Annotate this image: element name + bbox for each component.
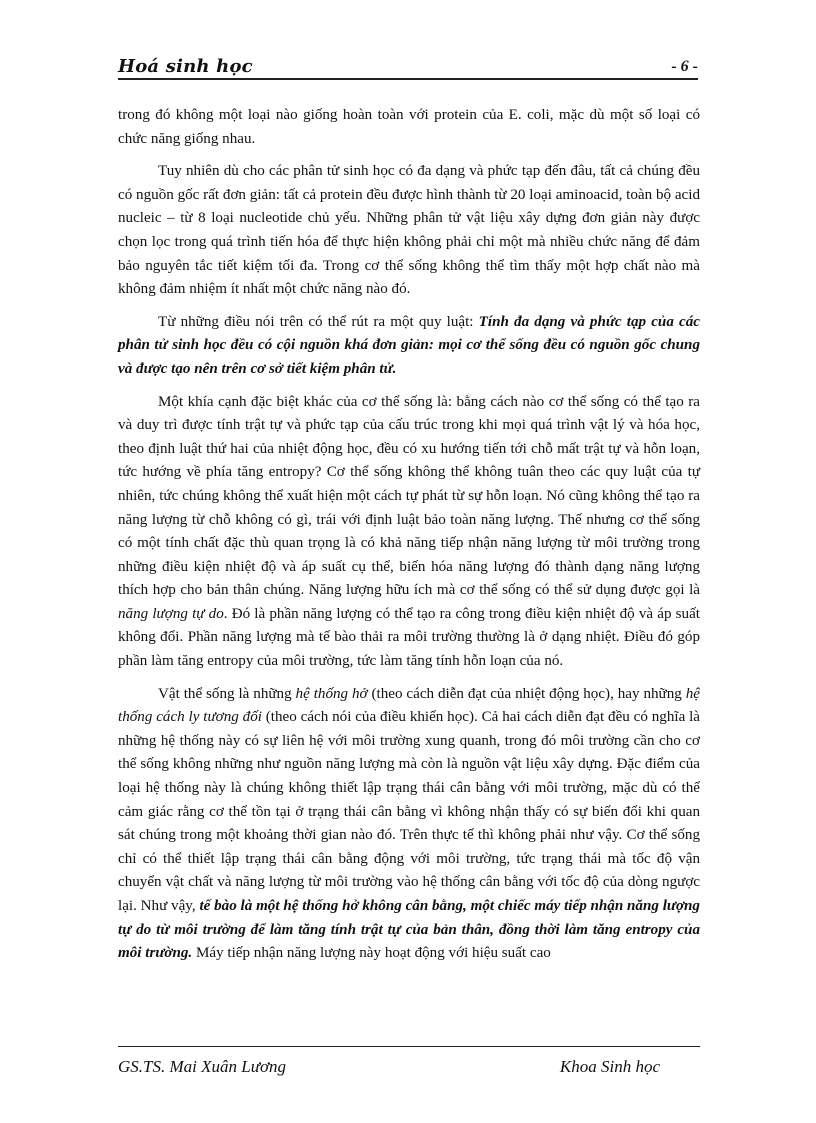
paragraph-5-text-2: (theo cách diễn đạt của nhiệt động học), hay những <box>367 685 686 702</box>
paragraph-5 <box>118 683 700 966</box>
page-number: - 6 - <box>671 58 698 75</box>
open-system-term: hệ thống hở <box>295 685 368 702</box>
paragraph-5-tail: Máy tiếp nhận năng lượng này hoạt động với hiệu suất cao <box>192 945 551 962</box>
isolated-system-term: hệ thống cách ly tương đối <box>118 685 700 726</box>
header-title: Hoá sinh học <box>118 56 253 77</box>
paragraph-4 <box>118 391 700 674</box>
paragraph-1-text: trong đó không một loại nào giống hoàn toàn với protein của E. coli, mặc dù một số loại có chức năng giống nhau. <box>118 107 700 147</box>
paragraph-2 <box>118 160 700 302</box>
footer-author: GS.TS. Mai Xuân Lương <box>118 1057 287 1076</box>
paragraph-3 <box>118 311 700 382</box>
rule-statement: Tính đa dạng và phức tạp của các phân tử sinh học đều có cội nguồn khá đơn giản: mọi cơ thể sống đều có nguồn gốc chung và được tạo nên trên cơ sở tiết kiệm phân tử. <box>118 313 700 377</box>
paragraph-1 <box>118 104 700 151</box>
paragraph-4-text: Một khía cạnh đặc biệt khác của cơ thể sống là: bằng cách nào cơ thể sống có thể tạo ra và duy trì được tính trật tự và phức tạp của cấu trúc trong khi mọi quá trình vật lý và hóa học, theo định luật thứ hai của nhiệt động học, đều có xu hướng tiến tới chỗ mất trật tự và hỗn loạn, tức hướng về phía tăng entropy? Cơ thể sống không thể không tuân theo các quy luật của tự nhiên, tức chúng không thể xuất hiện một cách tự phát từ sự hỗn loạn. Nó cũng không thể tạo ra năng lượng từ chỗ không có gì, trái với định luật bảo toàn năng lượng. Thế nhưng cơ thể sống có một tính chất đặc thù quan trọng là có khả năng tiếp nhận năng lượng từ môi trường trong những điều kiện nhiệt độ và áp suất cụ thể, biến hóa năng lượng đó thành dạng năng lượng thích hợp cho bản thân chúng. Năng lượng hữu ích mà cơ thể sống có thể sử dụng được gọi là <box>118 393 700 599</box>
paragraph-5-text: Vật thể sống là những <box>158 685 296 702</box>
paragraph-5-text-3: (theo cách nói của điều khiển học). Cả hai cách diễn đạt đều có nghĩa là những hệ thống này có sự liên hệ với môi trường xung quanh, trong đó môi trường cần cho cơ thể sống không những như nguồn năng lượng mà còn là nguồn vật liệu xây dựng. Đặc điểm của loại hệ thống này là chúng không thiết lập trạng thái cân bằng với môi trường, mặc dù có thể cảm giác rằng cơ thể tồn tại ở trạng thái cân bằng vì không nhận thấy có sự biến đổi khi quan sát chúng trong một khoảng thời gian nào đó. Trên thực tế thì không phải như vậy. Cơ thể sống chỉ có thể thiết lập trạng thái cân bằng động với môi trường, tức trạng thái mà tốc độ vận chuyển vật chất và năng lượng từ môi trường vào hệ thống cân bằng với tốc độ của dòng ngược lại. Như vậy, <box>118 709 700 914</box>
page-header <box>118 56 698 80</box>
paragraph-2-text: Tuy nhiên dù cho các phân tử sinh học có đa dạng và phức tạp đến đâu, tất cả chúng đều có nguồn gốc rất đơn giản: tất cả protein đều được hình thành từ 20 loại aminoacid, toàn bộ acid nucleic – từ 8 loại nucleotide chủ yếu. Những phân tử vật liệu xây dựng đơn giản này được chọn lọc trong quá trình tiến hóa để thực hiện không phải chỉ một mà nhiều chức năng để đảm bảo nguyên tắc tiết kiệm tối đa. Trong cơ thể sống không thể tìm thấy một hợp chất nào mà không đảm nhiệm ít nhất một chức năng nào đó. <box>118 163 700 298</box>
cell-definition: tế bào là một hệ thống hở không cân bằng, một chiếc máy tiếp nhận năng lượng tự do từ môi trường để làm tăng tính trật tự của bản thân, đồng thời làm tăng entropy của môi trường. <box>118 898 700 962</box>
document-body <box>118 104 700 975</box>
free-energy-term: năng lượng tự do <box>118 605 224 622</box>
page-footer <box>118 1046 700 1087</box>
footer-department: Khoa Sinh học <box>559 1057 660 1076</box>
paragraph-4-tail: . Đó là phần năng lượng có thể tạo ra công trong điều kiện nhiệt độ và áp suất không đổi. Phần năng lượng mà tế bào thải ra môi trường thường là ở dạng nhiệt. Điều đó góp phần làm tăng entropy của môi trường, tức làm tăng tính hỗn loạn của nó. <box>118 605 700 670</box>
paragraph-3-text: Từ những điều nói trên có thể rút ra một quy luật: <box>158 313 479 330</box>
